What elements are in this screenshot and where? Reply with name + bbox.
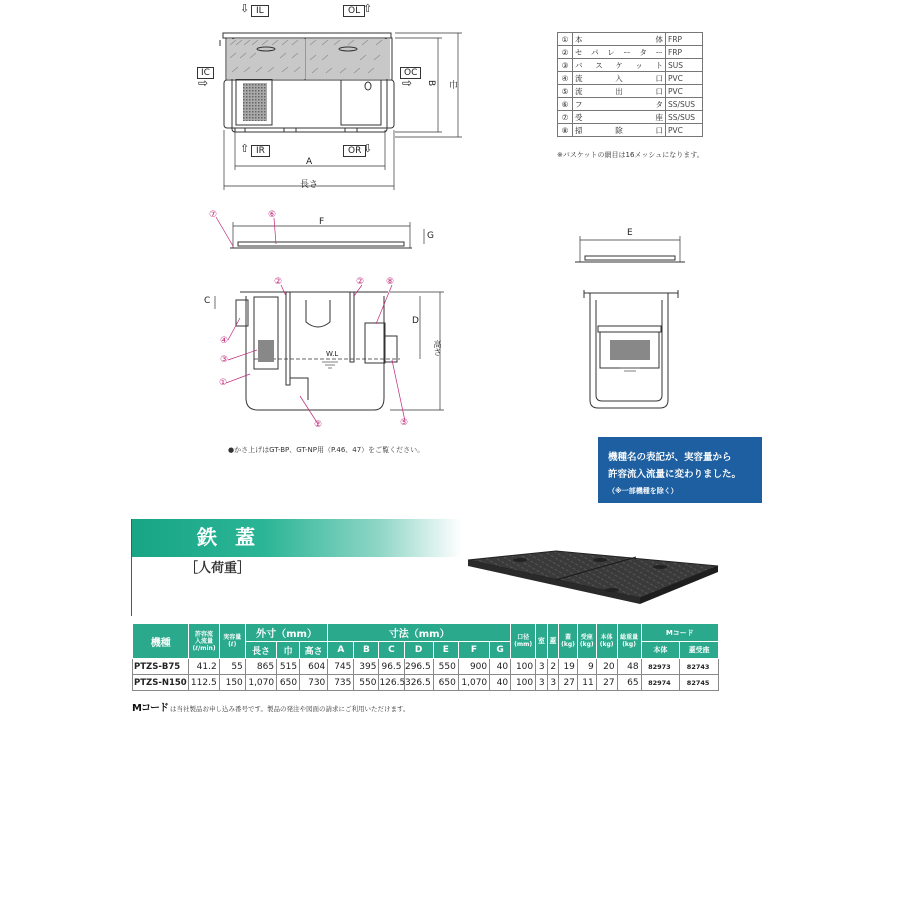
col-lid-weight xyxy=(559,624,578,659)
cell: 745 xyxy=(328,659,354,675)
dim-d: D xyxy=(412,316,419,326)
cell: 2 xyxy=(547,659,558,675)
dim-c: C xyxy=(204,296,211,306)
parts-table xyxy=(557,32,703,137)
label-il xyxy=(251,5,269,17)
mcode-note xyxy=(132,699,410,714)
cell: 65 xyxy=(617,675,641,691)
col-seat-weight-1: 受座 xyxy=(580,634,593,641)
col-body-weight-1: 本体 xyxy=(600,634,613,641)
cell: 650 xyxy=(277,675,300,691)
col-bore xyxy=(511,624,536,659)
info-box xyxy=(598,437,762,503)
dim-height: 高さ xyxy=(433,340,442,356)
cell: 40 xyxy=(490,675,511,691)
spec-table xyxy=(132,623,719,691)
end-view-drawing xyxy=(565,225,695,415)
cell: 865 xyxy=(245,659,276,675)
cell: 3 xyxy=(536,675,547,691)
parts-row xyxy=(558,59,703,72)
cell-mcode-body: 82974 xyxy=(641,675,680,691)
part-name-text: 本体 xyxy=(575,34,663,44)
arrow-down-icon: ⇩ xyxy=(363,142,373,155)
part-no: ④ xyxy=(558,72,573,85)
part-material: PVC xyxy=(666,124,703,137)
balloon-3: ③ xyxy=(220,355,229,365)
cell: 735 xyxy=(328,675,354,691)
cell: 112.5 xyxy=(189,675,219,691)
cell: 27 xyxy=(559,675,578,691)
col-seat-weight-2: (kg) xyxy=(579,641,594,648)
cell: 604 xyxy=(300,659,328,675)
balloon-7: ⑦ xyxy=(209,210,218,220)
col-total-weight xyxy=(617,624,641,659)
arrow-right-icon: ⇨ xyxy=(198,76,209,90)
col-capacity-2: (ℓ) xyxy=(228,641,237,648)
cell: 650 xyxy=(433,675,458,691)
col-lid-weight-1: 蓋 xyxy=(565,634,572,641)
sub-mcode-lid: 蓋受座 xyxy=(680,642,719,659)
cell: 55 xyxy=(219,659,245,675)
parts-row xyxy=(558,85,703,98)
sub-height: 高さ xyxy=(300,642,328,659)
dim-b: B xyxy=(426,80,436,87)
part-name xyxy=(573,33,666,46)
col-body-weight xyxy=(596,624,617,659)
part-name-text: バスケット xyxy=(575,60,663,70)
dim-e: E xyxy=(627,228,633,238)
balloon-2: ② xyxy=(274,277,283,287)
arrow-down-icon: ⇩ xyxy=(240,2,250,15)
col-body-weight-2: (kg) xyxy=(599,641,614,648)
part-name-text: 流入口 xyxy=(575,73,663,83)
label-ol-text: OL xyxy=(348,6,361,16)
section-title: 鉄蓋 xyxy=(197,525,273,549)
sub-length: 長さ xyxy=(245,642,276,659)
balloon-2b: ② xyxy=(356,277,365,287)
dim-a: A xyxy=(306,157,313,167)
label-ir xyxy=(251,145,270,157)
cell: 9 xyxy=(577,659,596,675)
col-flow-2: 入流量 xyxy=(195,637,214,645)
top-view-drawing xyxy=(195,0,465,200)
col-bore-1: 口径 xyxy=(517,634,530,641)
table-row xyxy=(133,659,719,675)
cell: 1,070 xyxy=(245,675,276,691)
dim-length: 長さ xyxy=(300,180,319,190)
cell: 550 xyxy=(354,675,379,691)
parts-row xyxy=(558,111,703,124)
cell-mcode-lid: 82745 xyxy=(680,675,719,691)
cell: 730 xyxy=(300,675,328,691)
balloon-1: ① xyxy=(219,378,228,388)
label-il-text: IL xyxy=(256,6,264,16)
dim-width: 巾 xyxy=(447,80,457,89)
cell-model: PTZS-N150 xyxy=(133,675,189,691)
cell: 326.5 xyxy=(404,675,433,691)
balloon-8: ⑧ xyxy=(386,277,395,287)
parts-row xyxy=(558,46,703,59)
part-name xyxy=(573,59,666,72)
part-name xyxy=(573,72,666,85)
col-capacity xyxy=(219,624,245,659)
cell: 20 xyxy=(596,659,617,675)
cell: 1,070 xyxy=(458,675,489,691)
raise-note: ●かさ上げはGT-BP、GT-NP用（P.46、47）をご覧ください。 xyxy=(228,446,425,454)
parts-row xyxy=(558,124,703,137)
sub-d: D xyxy=(404,642,433,659)
cell: 395 xyxy=(354,659,379,675)
col-flow-1: 許容流 xyxy=(195,630,214,638)
arrow-up-icon: ⇧ xyxy=(240,142,250,155)
cell-mcode-lid: 82743 xyxy=(680,659,719,675)
cell: 27 xyxy=(596,675,617,691)
info-line-1: 機種名の表記が、実容量から xyxy=(608,452,732,463)
sub-e: E xyxy=(433,642,458,659)
mcode-label: Mコード xyxy=(132,703,168,714)
water-level-label: W.L xyxy=(326,350,339,358)
cell: 100 xyxy=(511,659,536,675)
col-lid: 蓋 xyxy=(547,624,558,659)
label-ic-text: IC xyxy=(201,68,210,78)
dim-f: F xyxy=(319,217,325,227)
basket-note: ※バスケットの網目は16メッシュになります。 xyxy=(557,151,704,159)
col-total-weight-2: (kg) xyxy=(622,641,636,648)
mcode-text: は当社製品お申し込み番号です。製品の発注や図面の請求にご利用いただけます。 xyxy=(170,705,410,713)
parts-row xyxy=(558,33,703,46)
balloon-2c: ② xyxy=(314,420,323,430)
part-name xyxy=(573,46,666,59)
sub-a: A xyxy=(328,642,354,659)
part-no: ① xyxy=(558,33,573,46)
part-name-text: フタ xyxy=(575,99,663,109)
info-line-3: （※一部機種を除く） xyxy=(608,487,678,495)
part-material: SUS xyxy=(666,59,703,72)
parts-row xyxy=(558,72,703,85)
part-material: SS/SUS xyxy=(666,98,703,111)
col-bore-2: (mm) xyxy=(514,641,533,648)
cell: 900 xyxy=(458,659,489,675)
cell: 3 xyxy=(547,675,558,691)
col-mcode: Mコード xyxy=(641,624,718,642)
balloon-5: ⑤ xyxy=(400,418,409,428)
cell-mcode-body: 82973 xyxy=(641,659,680,675)
col-seat-weight xyxy=(577,624,596,659)
part-material: PVC xyxy=(666,72,703,85)
cell: 150 xyxy=(219,675,245,691)
sub-b: B xyxy=(354,642,379,659)
cell: 126.5 xyxy=(379,675,404,691)
balloon-6: ⑥ xyxy=(268,210,277,220)
cell: 41.2 xyxy=(189,659,219,675)
sub-f: F xyxy=(458,642,489,659)
col-dims: 寸法（mm） xyxy=(328,624,511,642)
col-flow-3: (ℓ/min) xyxy=(192,644,216,652)
cell-model: PTZS-B75 xyxy=(133,659,189,675)
part-name xyxy=(573,124,666,137)
spec-header-row xyxy=(133,624,719,642)
col-total-weight-1: 総重量 xyxy=(620,634,639,641)
iron-lid-image xyxy=(458,548,720,610)
cell: 100 xyxy=(511,675,536,691)
cell: 96.5 xyxy=(379,659,404,675)
cell: 11 xyxy=(577,675,596,691)
arrow-up-icon: ⇧ xyxy=(363,2,373,15)
sub-mcode-body: 本体 xyxy=(641,642,680,659)
cell: 515 xyxy=(277,659,300,675)
part-material: FRP xyxy=(666,46,703,59)
label-or-text: OR xyxy=(348,146,362,156)
section-band xyxy=(132,519,462,557)
sub-width: 巾 xyxy=(277,642,300,659)
sub-c: C xyxy=(379,642,404,659)
parts-row xyxy=(558,98,703,111)
cell: 48 xyxy=(617,659,641,675)
section-subtitle: ［人荷重］ xyxy=(185,561,251,576)
table-row xyxy=(133,675,719,691)
col-model: 機種 xyxy=(133,624,189,659)
part-no: ② xyxy=(558,46,573,59)
col-flow xyxy=(189,624,219,659)
part-name-text: セパレーター xyxy=(575,47,663,57)
part-material: FRP xyxy=(666,33,703,46)
part-name xyxy=(573,111,666,124)
part-no: ⑤ xyxy=(558,85,573,98)
arrow-right-icon: ⇨ xyxy=(402,76,413,90)
sub-g: G xyxy=(490,642,511,659)
part-name-text: 受座 xyxy=(575,112,663,122)
cell: 40 xyxy=(490,659,511,675)
col-outer: 外寸（mm） xyxy=(245,624,328,642)
part-material: PVC xyxy=(666,85,703,98)
part-no: ③ xyxy=(558,59,573,72)
cell: 550 xyxy=(433,659,458,675)
label-ol xyxy=(343,5,365,17)
part-material: SS/SUS xyxy=(666,111,703,124)
part-no: ⑧ xyxy=(558,124,573,137)
col-chamber: 室 xyxy=(536,624,547,659)
part-name xyxy=(573,85,666,98)
part-name xyxy=(573,98,666,111)
part-no: ⑦ xyxy=(558,111,573,124)
part-no: ⑥ xyxy=(558,98,573,111)
cell: 19 xyxy=(559,659,578,675)
col-lid-weight-2: (kg) xyxy=(561,641,575,648)
info-line-2: 許容流入流量に変わりました。 xyxy=(608,469,742,480)
cell: 296.5 xyxy=(404,659,433,675)
dim-g: G xyxy=(427,231,434,241)
label-oc-text: OC xyxy=(404,68,418,78)
cell: 3 xyxy=(536,659,547,675)
part-name-text: 掃除口 xyxy=(575,125,663,135)
label-ir-text: IR xyxy=(256,146,265,156)
part-name-text: 流出口 xyxy=(575,86,663,96)
col-capacity-1: 実容量 xyxy=(223,634,242,641)
balloon-4: ④ xyxy=(220,336,229,346)
